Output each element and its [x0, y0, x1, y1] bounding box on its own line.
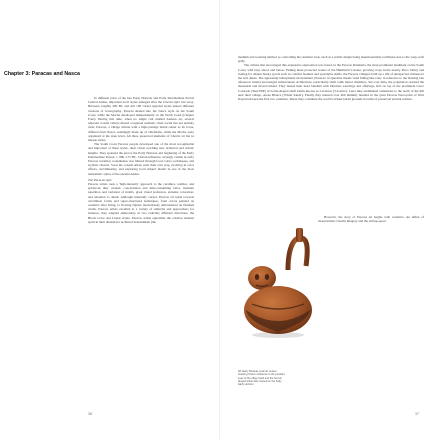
- stirrup-spout: [288, 238, 307, 270]
- page-number-right: 37: [415, 412, 419, 416]
- left-paragraph-3: Paracas artists took a 'high-intensity' approach to the ceramics, textiles, and goldwork they created: concentrated and time-consuming labor, insistent repetition and variation of motifs, great visual profusion, extreme coloration, and attention to detail. Although internally varied, Paracas art tends towards curvilinear forms and super-structured techniques, from colors painted on ceramics after firing, to flowing figures meticulously embroidered on finished cloths. Paracas artists excelled at a variety of subtechs and approaches; for instance, they adapted embroidery in two radically different directions, the Block Color and Linear styles. Paracas artists epitomize the creative Andean spirit in their disdain for technical determinism (the: [88, 182, 194, 224]
- spout-neck: [296, 228, 303, 242]
- right-paragraph-2: The culture that encouraged this expressive exploration was based on the Paracas Peninsula, the most prominent landmark on the South Coast, with bays above and below. Fishing these protected waters of the Humboldt Current, growing crops in the nearby Pisco Valley and trading for distant luxury goods such as colorful feathers and spondylus shells, the Paracas villagers built up a life of unexpected richness in the arid dunes. The apparently inhospitable environment ('Paracas' in Quechua means 'sand falling like rain,' in reference to the blasting late afternoon winds) encouraged subterranean architecture, particularly shaft tomb burial chambers. Yet over time, the population reached the thousands and moved inland. They buried their dead bundled with fabulous weavings and offerings, first on top of the prominent Cerro Colorado ('Red Hill') in bottle-shaped shaft tombs known as Cavernas ('Caverns'). Later they established cemeteries to the north of the hill near their village, Arena Blanca ('White Sands'). Finally they interred over 400 mummy bundles in the great Paracas Necropolis of Wari Kayan between the first two centuries. These may constitute the world's richest burial grounds in terms of preserved ancient textiles.: [238, 63, 424, 102]
- effigy-eye-right: [265, 274, 269, 280]
- page-number-left: 38: [88, 412, 92, 416]
- chapter-heading: Chapter 3: Paracas and Nasca: [4, 71, 80, 77]
- ceramic-vessel-illustration: [236, 214, 316, 348]
- right-page-text-top: [238, 55, 424, 210]
- vessel-shadow: [252, 332, 304, 338]
- page-gutter: [219, 0, 220, 439]
- left-paragraph-2: The South Coast Paracas people developed one of the most recognizable and important of these styles, their vision reaching new technical and artistic heights. They spanned the end of the Early Horizon and beginning of the Early Intermediate Period, c. 800–175 BC. Chavín influence, strongly visible in early Paracas ceramics, nonetheless was filtered through local colors, techniques, and stylistic choices. Soon the coastal artists went their own way, evolving in color effects, curvilinearity, and exploring local subject matter in one of the most naturalistic styles of the ancient Andes.: [88, 142, 194, 176]
- right-paragraph-1: medium and working method as controlling the resultant look, such as a textile design being insurmountably rectilinear due to the warp-weft grid).: [238, 55, 424, 64]
- left-paragraph-1: In different parts of the late Early Horizon and Early Intermediate Period Central Andes, important local styles emerged after the Chavín style lost sway. Between roughly 200 BC and AD 100 varied regional styles shared different versions of iconography. Paracas shaded into the Nasca style on the South Coast, while the Moche developed independently on the North Coast (Chapter Four). During this time, when no single cult unified Andean art, several adjacent coastal valleys shared a regional aesthetic, their social ties not entirely clear. Paracas, a village culture with a high-prestige burial center as its focus, differed from Nasca, seemingly made up of chiefdoms, while the Moche were organized at the state level. All three preserved elements of Chavín art but in unique styles.: [88, 96, 194, 143]
- right-page-text-bottom: [318, 215, 424, 379]
- figure-ceramic-vessel: [236, 214, 316, 348]
- figure-caption: 48. Early Paracas ceramic vessel showing Chavín influence in the pendant eyes of the effigy head and the formal fanged feline face incised on the body. Early Horizon.: [238, 370, 285, 387]
- left-page-text: [88, 96, 194, 382]
- section-subhead: The Paracas style: [88, 177, 112, 182]
- effigy-eye-left: [255, 274, 259, 280]
- right-paragraph-3: However, the story of Paracas art begins with ceramics. An influx of characteristic Chavín imagery and the stirrup-spout: [318, 215, 424, 224]
